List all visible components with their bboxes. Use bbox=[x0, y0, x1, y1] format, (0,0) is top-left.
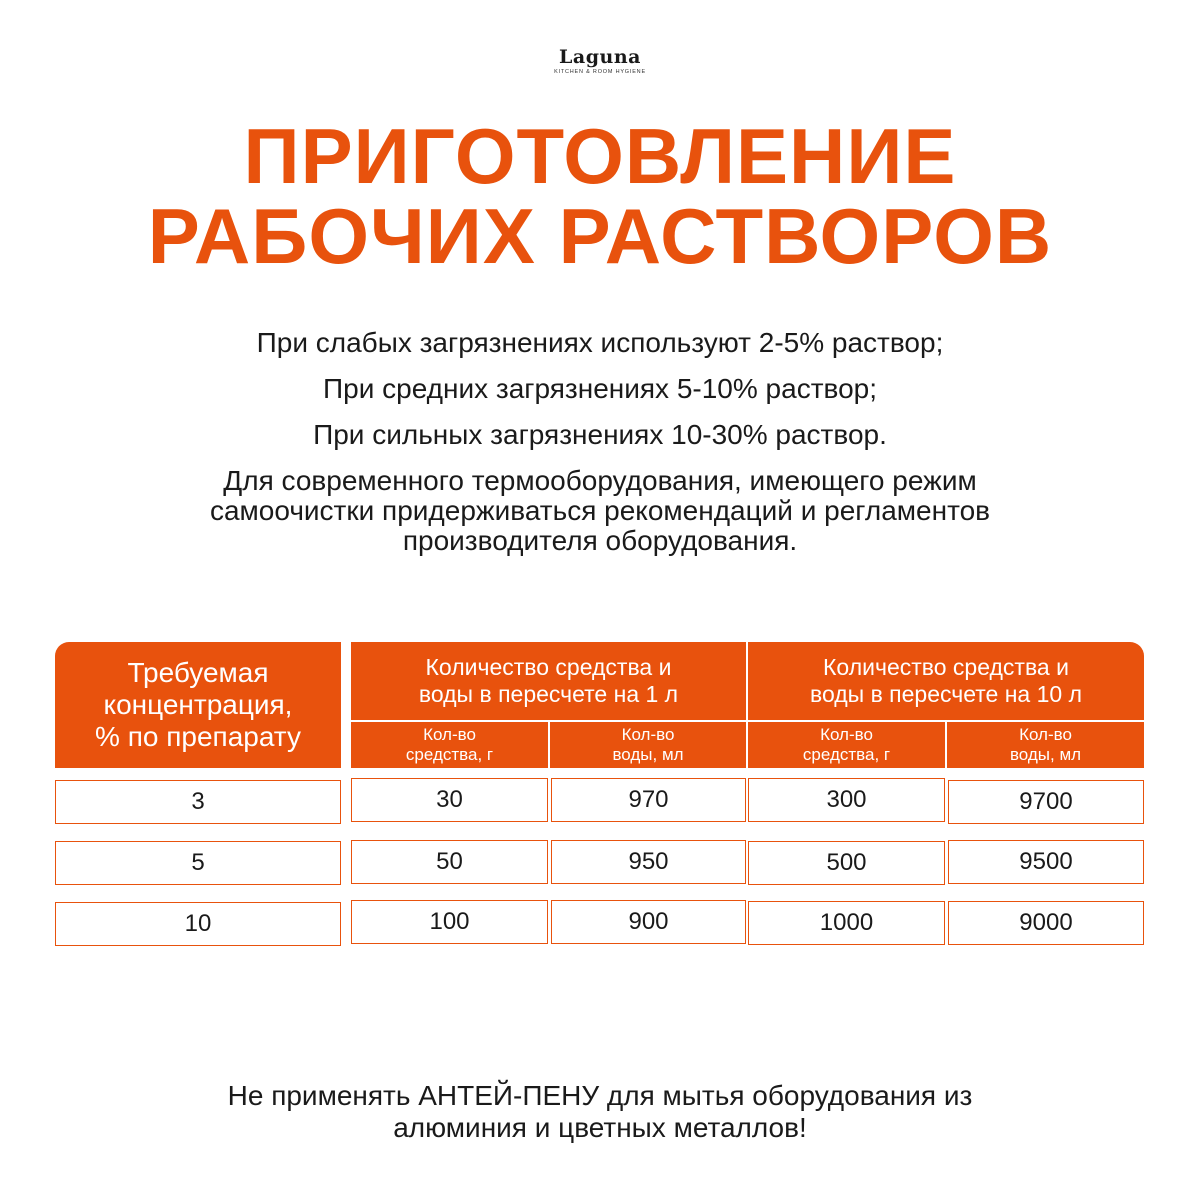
header-concentration bbox=[55, 642, 341, 768]
header-product-1l-line-1: Кол-во bbox=[423, 725, 476, 744]
header-water-1l-line-2: воды, мл bbox=[612, 745, 684, 764]
cell-product-1l: 100 bbox=[351, 900, 548, 944]
intro-note bbox=[100, 466, 1100, 556]
title-line-1: ПРИГОТОВЛЕНИЕ bbox=[243, 112, 957, 200]
cell-concentration: 3 bbox=[55, 780, 341, 824]
header-water-10l-line-2: воды, мл bbox=[1009, 745, 1082, 764]
header-product-10l bbox=[748, 722, 945, 768]
cell-water-1l: 970 bbox=[551, 778, 746, 822]
intro-strong: При сильных загрязнениях 10-30% раствор. bbox=[313, 419, 887, 450]
header-product-10l-line-1: Кол-во bbox=[820, 725, 873, 744]
header-water-10l bbox=[947, 722, 1144, 768]
header-group-10l-line-2: воды в пересчете на 10 л bbox=[809, 681, 1082, 707]
cell-water-10l: 9500 bbox=[948, 840, 1144, 884]
header-group-10l bbox=[748, 642, 1144, 720]
header-water-1l bbox=[550, 722, 746, 768]
header-group-1l-line-2: воды в пересчете на 1 л bbox=[418, 681, 679, 707]
cell-product-10l: 500 bbox=[748, 841, 945, 885]
cell-product-1l: 50 bbox=[351, 840, 548, 884]
brand-logo bbox=[0, 46, 1200, 75]
cell-water-10l: 9000 bbox=[948, 901, 1144, 945]
warning-line-1: Не применять АНТЕЙ-ПЕНУ для мытья оборудования из bbox=[227, 1080, 973, 1111]
header-group-10l-line-1: Количество средства и bbox=[823, 654, 1069, 680]
page-title bbox=[0, 112, 1200, 280]
header-water-1l-line-1: Кол-во bbox=[621, 725, 675, 744]
cell-product-10l: 1000 bbox=[748, 901, 945, 945]
header-group-1l-line-1: Количество средства и bbox=[425, 654, 672, 680]
intro-medium: При средних загрязнениях 5-10% раствор; bbox=[323, 373, 877, 404]
warning-line-2: алюминия и цветных металлов! bbox=[393, 1112, 807, 1143]
cell-concentration: 10 bbox=[55, 902, 341, 946]
cell-product-1l: 30 bbox=[351, 778, 548, 822]
header-concentration-line-1: Требуемая bbox=[127, 657, 269, 688]
warning-note bbox=[100, 1080, 1100, 1144]
header-water-10l-line-1: Кол-во bbox=[1019, 725, 1072, 744]
intro-note-line-2: самоочистки придерживаться рекомендаций и регламентов bbox=[209, 495, 991, 526]
brand-tagline: KITCHEN & ROOM HYGIENE bbox=[554, 69, 646, 75]
header-product-1l-line-2: средства, г bbox=[405, 745, 494, 764]
header-product-10l-line-2: средства, г bbox=[802, 745, 891, 764]
intro-note-line-1: Для современного термооборудования, имеющего режим bbox=[223, 465, 977, 496]
header-group-1l bbox=[351, 642, 746, 720]
intro-note-line-3: производителя оборудования. bbox=[402, 525, 798, 556]
header-concentration-line-3: % по препарату bbox=[95, 721, 301, 752]
cell-water-10l: 9700 bbox=[948, 780, 1144, 824]
intro-text bbox=[100, 328, 1100, 572]
cell-product-10l: 300 bbox=[748, 778, 945, 822]
title-line-2: РАБОЧИХ РАСТВОРОВ bbox=[147, 192, 1053, 280]
cell-concentration: 5 bbox=[55, 841, 341, 885]
brand-name: Laguna bbox=[559, 46, 641, 68]
cell-water-1l: 950 bbox=[551, 840, 746, 884]
intro-weak: При слабых загрязнениях используют 2-5% раствор; bbox=[256, 327, 944, 358]
cell-water-1l: 900 bbox=[551, 900, 746, 944]
header-product-1l bbox=[351, 722, 548, 768]
header-concentration-line-2: концентрация, bbox=[103, 689, 293, 720]
